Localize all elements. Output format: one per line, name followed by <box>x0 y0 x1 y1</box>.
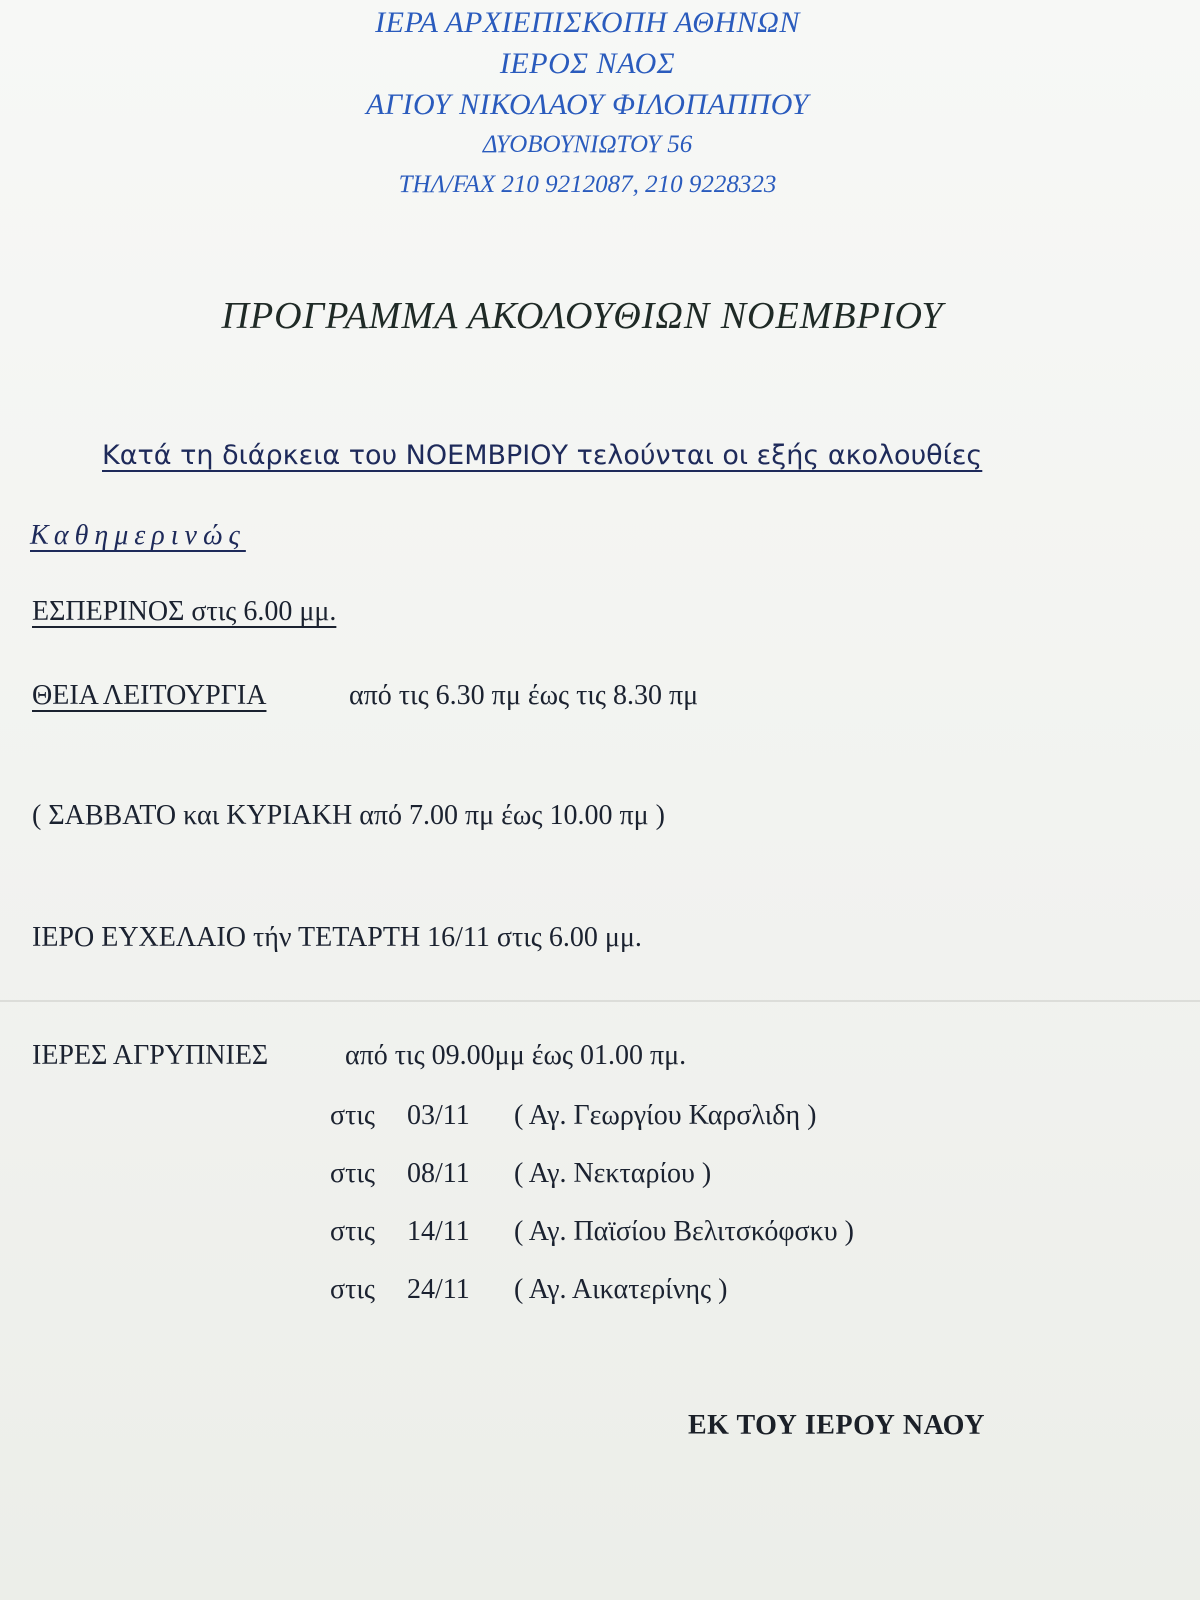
daily-heading: Καθημερινώς <box>30 520 246 551</box>
vigil-prefix: στις <box>330 1158 375 1189</box>
vigils-line <box>32 1040 686 1072</box>
intro-subtitle: Κατά τη διάρκεια του ΝΟΕΜΒΡΙΟΥ τελούνται οι εξής ακολουθίες <box>102 440 983 471</box>
vigil-saint: ( Αγ. Παϊσίου Βελιτσκόφσκυ ) <box>514 1216 854 1247</box>
vigil-prefix: στις <box>330 1216 375 1247</box>
signature: ΕΚ ΤΟΥ ΙΕΡΟΥ ΝΑΟΥ <box>688 1410 985 1441</box>
vigil-saint: ( Αγ. Νεκταρίου ) <box>514 1158 712 1189</box>
vigil-date-row <box>330 1274 727 1306</box>
unction-line: ΙΕΡΟ ΕΥΧΕΛΑΙΟ τήν ΤΕΤΑΡΤΗ 16/11 στις 6.00 μμ. <box>32 922 642 953</box>
liturgy-label: ΘΕΙΑ ΛΕΙΤΟΥΡΓΙΑ <box>32 680 267 711</box>
vigil-date: 14/11 <box>407 1216 470 1247</box>
page-title: ΠΡΟΓΡΑΜΜΑ ΑΚΟΛΟΥΘΙΩΝ ΝΟΕΜΒΡΙΟΥ <box>221 295 944 337</box>
vigils-time: από τις 09.00μμ έως 01.00 πμ. <box>345 1040 687 1071</box>
liturgy-line <box>32 680 698 712</box>
weekend-line: ( ΣΑΒΒΑΤΟ και ΚΥΡΙΑΚΗ από 7.00 πμ έως 10.00 πμ ) <box>32 800 665 831</box>
vespers-line: ΕΣΠΕΡΙΝΟΣ στις 6.00 μμ. <box>32 596 337 627</box>
church-header <box>0 2 1175 205</box>
vigil-date-row <box>330 1100 816 1132</box>
church-address: ΔΥΟΒΟΥΝΙΩΤΟΥ 56 <box>482 131 693 158</box>
vigil-date: 24/11 <box>407 1274 470 1305</box>
temple-line: ΙΕΡΟΣ ΝΑΟΣ <box>499 47 676 80</box>
archdiocese-line: ΙΕΡΑ ΑΡΧΙΕΠΙΣΚΟΠΗ ΑΘΗΝΩΝ <box>375 6 800 39</box>
church-name: ΑΓΙΟΥ ΝΙΚΟΛΑΟΥ ΦΙΛΟΠΑΠΠΟΥ <box>366 88 809 121</box>
vigil-date: 03/11 <box>407 1100 470 1131</box>
paper-fold <box>0 1000 1200 1002</box>
vigil-saint: ( Αγ. Γεωργίου Καρσλιδη ) <box>514 1100 817 1131</box>
vigils-label: ΙΕΡΕΣ ΑΓΡΥΠΝΙΕΣ <box>32 1040 269 1071</box>
liturgy-time: από τις 6.30 πμ έως τις 8.30 πμ <box>349 680 699 711</box>
vigil-date: 08/11 <box>407 1158 470 1189</box>
vigil-prefix: στις <box>330 1100 375 1131</box>
vigil-saint: ( Αγ. Αικατερίνης ) <box>514 1274 728 1305</box>
vigil-date-row <box>330 1158 711 1190</box>
vigil-date-row <box>330 1216 854 1248</box>
vigil-prefix: στις <box>330 1274 375 1305</box>
church-phone: ΤΗΛ/FAX 210 9212087, 210 9228323 <box>398 171 777 198</box>
